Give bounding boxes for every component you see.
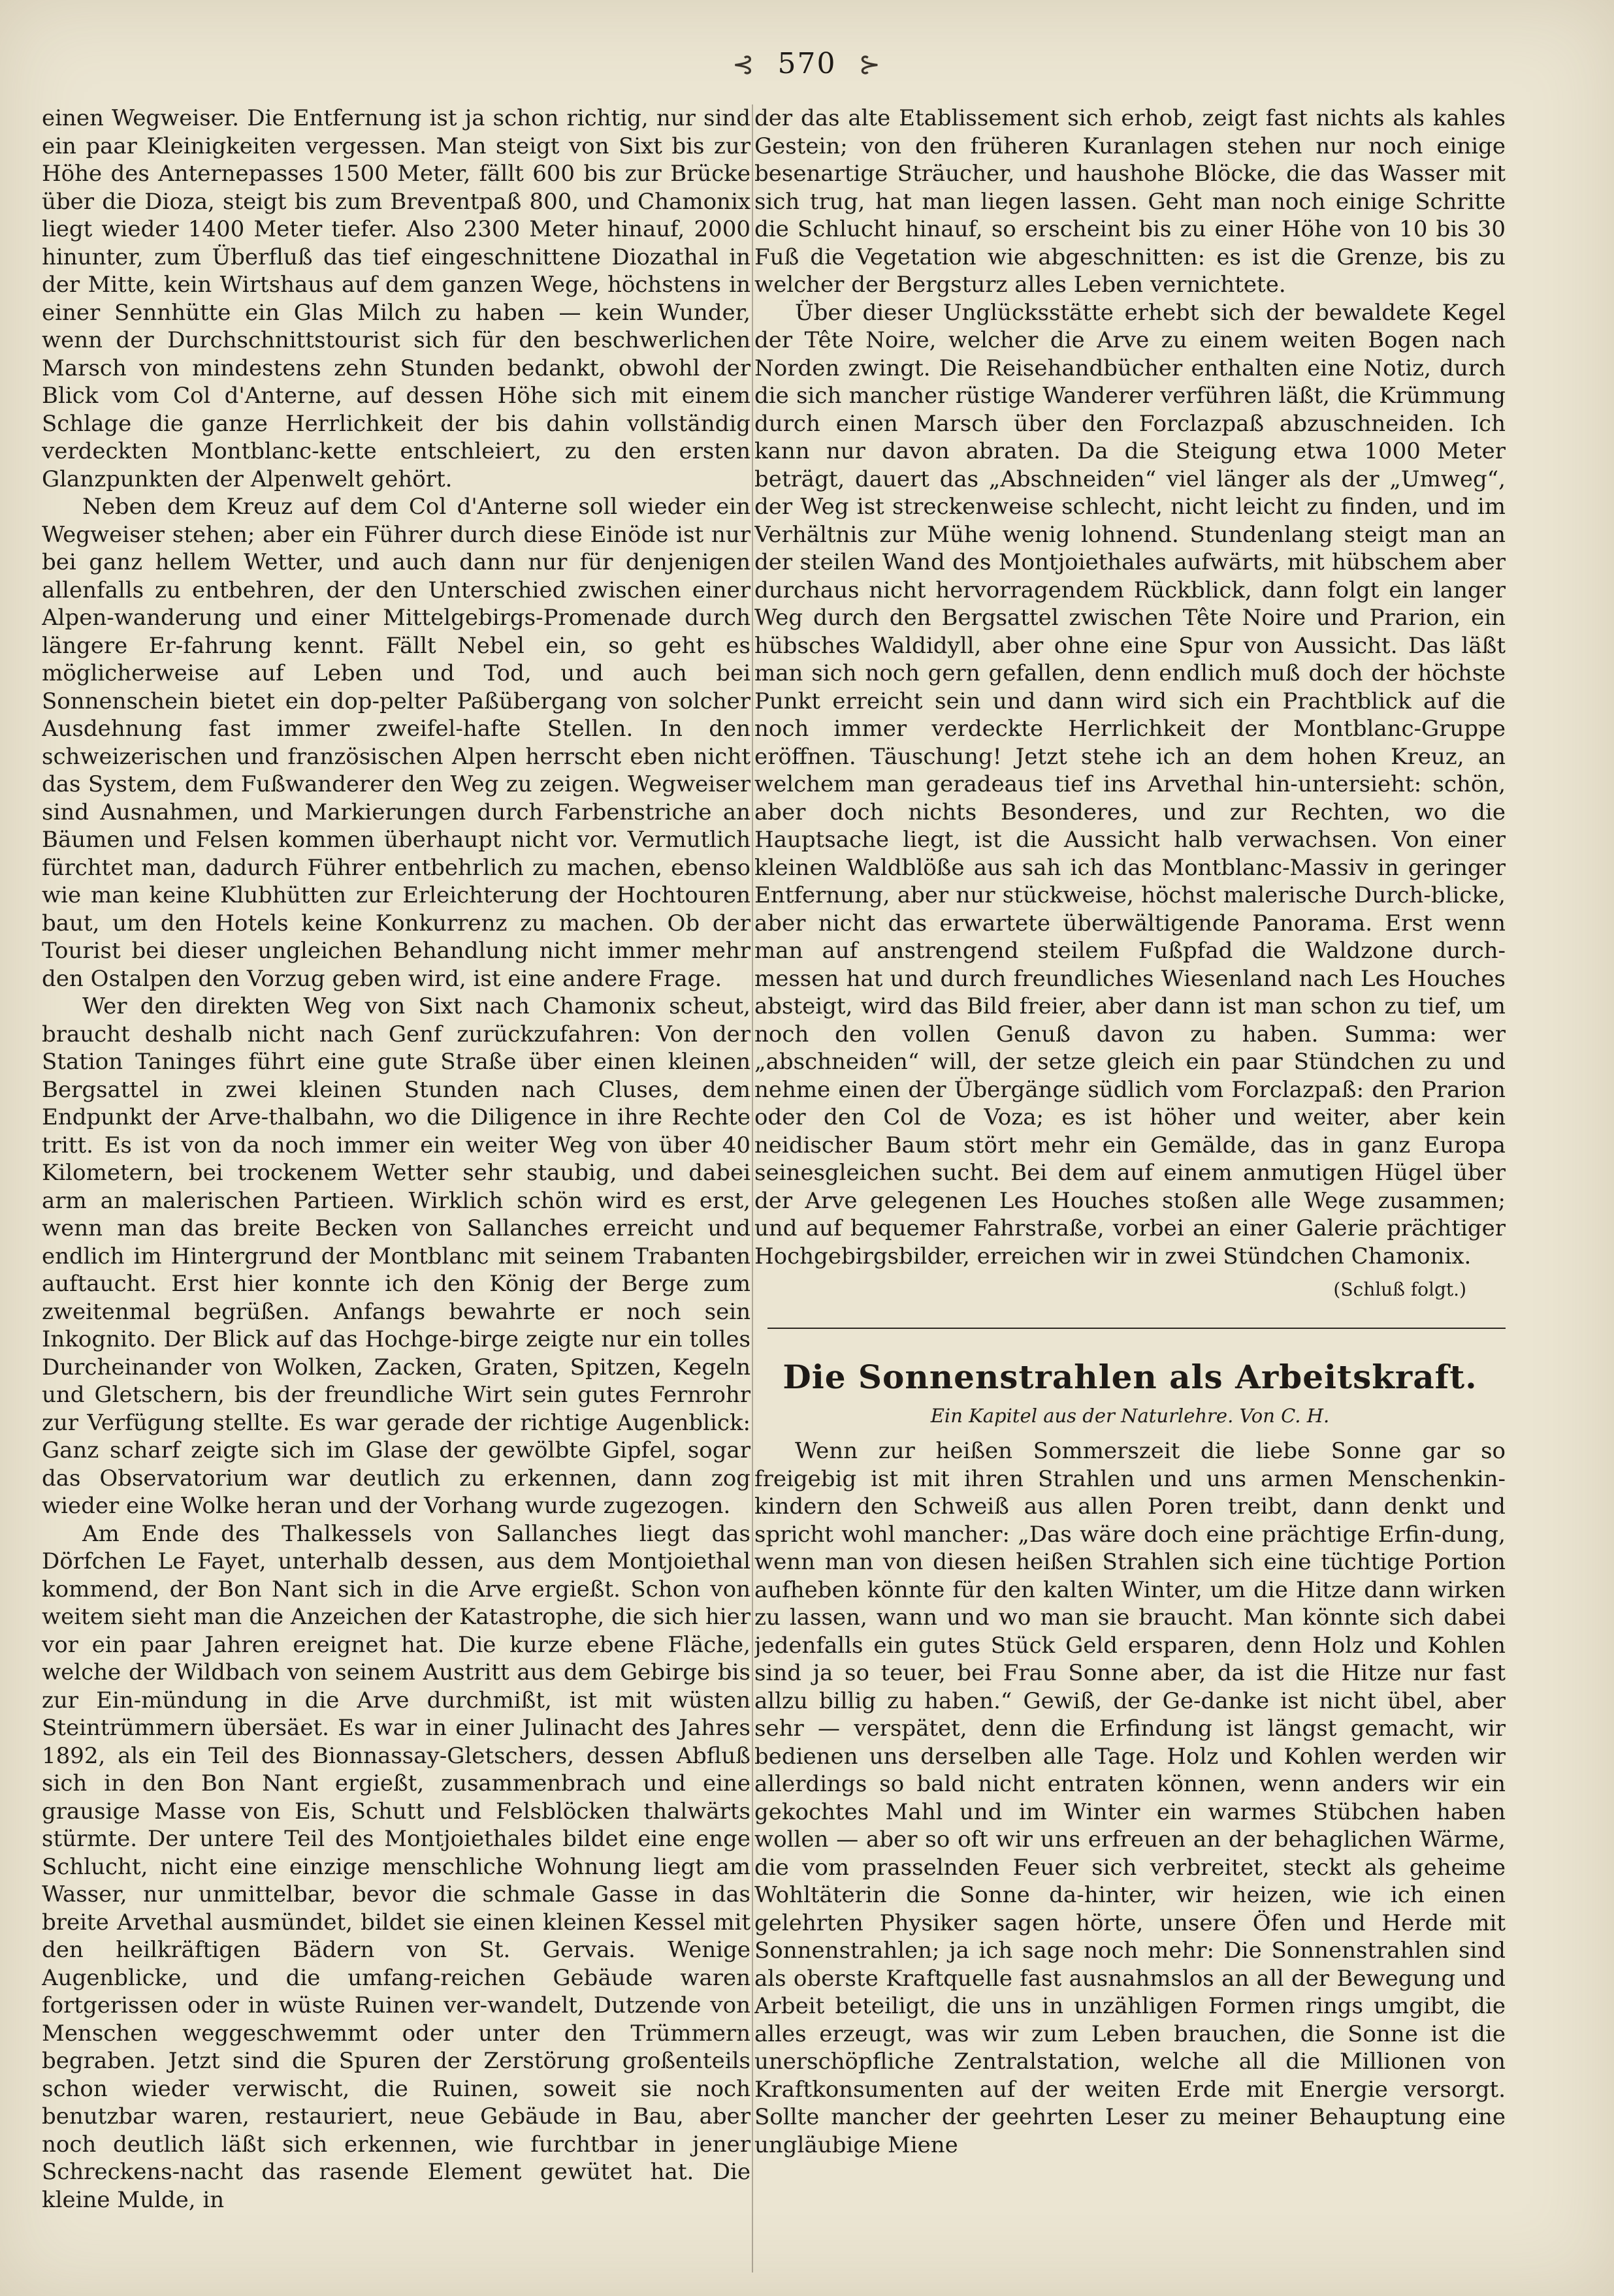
article-subtitle: Ein Kapitel aus der Naturlehre. Von C. H. [930, 1405, 1330, 1427]
paragraph: Am Ende des Thalkessels von Sallanches liegt das Dörfchen Le Fayet, unterhalb dessen, aus dem Montjoiethal kommend, der Bon Nant sich in die Arve ergießt. Schon von weitem sieht man die Anzeichen der Katastrophe, die sich hier vor ein paar Jahren ereignet hat. Die kurze ebene Fläche, welche der Wildbach von seinem Austritt aus dem Gebirge bis zur Ein-mündung in die Arve durchmißt, ist mit wüsten Steintrümmern übersäet. Es war in einer Julinacht des Jahres 1892, als ein Teil des Bionnassay-Gletschers, dessen Abfluß sich in den Bon Nant ergießt, zusammenbrach und eine grausige Masse von Eis, Schutt und Felsblöcken thalwärts stürmte. Der untere Teil des Montjoiethales bildet eine enge Schlucht, nicht eine einzige menschliche Wohnung liegt am Wasser, nur unmittelbar, bevor die schmale Gasse in das breite Arvethal ausmündet, bildet sie einen kleinen Kessel mit den heilkräftigen Bädern von St. Gervais. Wenige Augenblicke, und die umfang-reichen Gebäude waren fortgerissen oder in wüste Ruinen ver-wandelt, Dutzende von Menschen weggeschwemmt oder unter den Trümmern begraben. Jetzt sind die Spuren der Zerstörung großenteils schon wieder verwischt, die Ruinen, soweit sie noch benutzbar waren, restauriert, neue Gebäude in Bau, aber noch deutlich läßt sich erkennen, wie furchtbar in jener Schreckens-nacht das rasende Element gewütet hat. Die kleine Mulde, in [42, 1520, 751, 2213]
page-number: 570 [777, 47, 837, 80]
column-divider [752, 104, 753, 2272]
left-column [42, 104, 751, 2286]
page-header [0, 47, 1614, 80]
paragraph: Wer den direkten Weg von Sixt nach Chamonix scheut, braucht deshalb nicht nach Genf zurückzufahren: Von der Station Taninges führt eine gute Straße über einen kleinen Bergsattel in zwei kleinen Stunden nach Cluses, dem Endpunkt der Arve-thalbahn, wo die Diligence in ihre Rechte tritt. Es ist von da noch immer ein weiter Weg von über 40 Kilometern, bei trockenem Wetter sehr staubig, und dabei arm an malerischen Partieen. Wirklich schön wird es erst, wenn man das breite Becken von Sallanches erreicht und endlich im Hintergrund der Montblanc mit seinem Trabanten auftaucht. Erst hier konnte ich den König der Berge zum zweitenmal begrüßen. Anfangs bewahrte er noch sein Inkognito. Der Blick auf das Hochge-birge zeigte nur ein tolles Durcheinander von Wolken, Zacken, Graten, Spitzen, Kegeln und Gletschern, bis der freundliche Wirt sein gutes Fernrohr zur Verfügung stellte. Es war gerade der richtige Augenblick: Ganz scharf zeigte sich im Glase der gewölbte Gipfel, sogar das Observatorium war deutlich zu erkennen, dann zog wieder eine Wolke heran und der Vorhang wurde zugezogen. [42, 993, 751, 1519]
paragraph: Über dieser Unglücksstätte erhebt sich der bewaldete Kegel der Tête Noire, welcher die Arve zu einem weiten Bogen nach Norden zwingt. Die Reisehandbücher enthalten eine Notiz, durch die sich mancher rüstige Wanderer verführen läßt, die Krümmung durch einen Marsch über den Forclazpaß abzuschneiden. Ich kann nur davon abraten. Da die Steigung etwa 1000 Meter beträgt, dauert das „Abschneiden“ viel länger als der „Umweg“, der Weg ist streckenweise schlecht, nicht leicht zu finden, und im Verhältnis zur Mühe wenig lohnend. Stundenlang steigt man an der steilen Wand des Montjoiethales aufwärts, mit hübschem aber durchaus nicht hervorragendem Rückblick, dann folgt ein langer Weg durch den Bergsattel zwischen Tête Noire und Prarion, ein hübsches Waldidyll, aber ohne eine Spur von Aussicht. Das läßt man sich noch gern gefallen, denn endlich muß doch der höchste Punkt erreicht sein und dann wird sich ein Prachtblick auf die noch immer verdeckte Herrlichkeit der Montblanc-Gruppe eröffnen. Täuschung! Jetzt stehe ich an dem hohen Kreuz, an welchem man geradeaus tief ins Arvethal hin-untersieht: schön, aber doch nichts Besonderes, und zur Rechten, wo die Hauptsache liegt, ist die Aussicht halb verwachsen. Von einer kleinen Waldblöße aus sah ich das Montblanc-Massiv in geringer Entfernung, aber nur stückweise, höchst malerische Durch-blicke, aber nicht das erwartete überwältigende Panorama. Erst wenn man auf anstrengend steilem Fußpfad die Waldzone durch-messen hat und durch freundliches Wiesenland nach Les Houches absteigt, wird das Bild freier, aber dann ist man schon zu tief, um noch den vollen Genuß davon zu haben. Summa: wer „abschneiden“ will, der setze gleich ein paar Stündchen zu und nehme einen der Übergänge südlich vom Forclazpaß: den Prarion oder den Col de Voza; es ist höher und weiter, aber kein neidischer Baum stört mehr ein Gemälde, das in ganz Europa seinesgleichen sucht. Bei dem auf einem anmutigen Hügel über der Arve gelegenen Les Houches stoßen alle Wege zusammen; und auf bequemer Fahrstraße, vorbei an einer Galerie prächtiger Hochgebirgsbilder, erreichen wir in zwei Stündchen Chamonix. [754, 299, 1506, 1269]
ornament-left: ⊰ [732, 50, 756, 80]
paragraph: der das alte Etablissement sich erhob, zeigt fast nichts als kahles Gestein; von den früheren Kuranlagen stehen nur noch einige besenartige Sträucher, und haushohe Blöcke, die das Wasser mit sich trug, hat man liegen lassen. Geht man noch einige Schritte die Schlucht hinauf, so erscheint bis zu einer Höhe von 10 bis 30 Fuß die Vegetation wie abgeschnitten: es ist die Grenze, bis zu welcher der Bergsturz alles Leben vernichtete. [754, 105, 1506, 298]
article-title: Die Sonnenstrahlen als Arbeitskraft. [783, 1358, 1477, 1396]
article-separator [767, 1328, 1506, 1329]
continued-note: (Schluß folgt.) [1333, 1279, 1466, 1300]
paragraph: einen Wegweiser. Die Entfernung ist ja schon richtig, nur sind ein paar Kleinigkeiten vergessen. Man steigt von Sixt bis zur Höhe des Anternepasses 1500 Meter, fällt 600 bis zur Brücke über die Dioza, steigt bis zum Breventpaß 800, und Chamonix liegt wieder 1400 Meter tiefer. Also 2300 Meter hinauf, 2000 hinunter, zum Überfluß das tief eingeschnittene Diozathal in der Mitte, kein Wirtshaus auf dem ganzen Wege, höchstens in einer Sennhütte ein Glas Milch zu haben — kein Wunder, wenn der Durchschnittstourist sich für den beschwerlichen Marsch von mindestens zehn Stunden bedankt, obwohl der Blick vom Col d'Anterne, auf dessen Höhe sich mit einem Schlage die ganze Herrlichkeit der bis dahin vollständig verdeckten Montblanc-kette entschleiert, zu den ersten Glanzpunkten der Alpenwelt gehört. [42, 105, 751, 492]
right-column [754, 104, 1506, 2286]
paragraph: Wenn zur heißen Sommerszeit die liebe Sonne gar so freigebig ist mit ihren Strahlen und uns armen Menschenkin-kindern den Schweiß aus allen Poren treibt, dann denkt und spricht wohl mancher: „Das wäre doch eine prächtige Erfin-dung, wenn man von diesen heißen Strahlen sich eine tüchtige Portion aufheben könnte für den kalten Winter, um die Hitze dann wirken zu lassen, wann und wo man sie braucht. Man könnte sich dabei jedenfalls ein gutes Stück Geld ersparen, denn Holz und Kohlen sind ja so teuer, bei Frau Sonne aber, da ist die Hitze nur fast allzu billig zu haben.“ Gewiß, der Ge-danke ist nicht übel, aber sehr — verspätet, denn die Erfindung ist längst gemacht, wir bedienen uns derselben alle Tage. Holz und Kohlen werden wir allerdings so bald nicht entraten können, wenn anders wir ein gekochtes Mahl und im Winter ein warmes Stübchen haben wollen — aber so oft wir uns erfreuen an der behaglichen Wärme, die vom prasselnden Feuer sich verbreitet, steckt als geheime Wohltäterin die Sonne da-hinter, wir heizen, wie ich einen gelehrten Physiker sagen hörte, unsere Öfen und Herde mit Sonnenstrahlen; ja ich sage noch mehr: Die Sonnenstrahlen sind als oberste Kraftquelle fast ausnahmslos an all der Bewegung und Arbeit beteiligt, die uns in unzähligen Formen rings umgibt, die alles erzeugt, was wir zum Leben brauchen, die Sonne ist die unerschöpfliche Zentralstation, welche all die Millionen von Kraftkonsumenten auf der weiten Erde mit Energie versorgt. Sollte mancher der geehrten Leser zu meiner Behauptung eine ungläubige Miene [754, 1438, 1506, 2158]
paragraph: Neben dem Kreuz auf dem Col d'Anterne soll wieder ein Wegweiser stehen; aber ein Führer durch diese Einöde ist nur bei ganz hellem Wetter, und auch dann nur für denjenigen allenfalls zu entbehren, der den Unterschied zwischen einer Alpen-wanderung und einer Mittelgebirgs-Promenade durch längere Er-fahrung kennt. Fällt Nebel ein, so geht es möglicherweise auf Leben und Tod, und auch bei Sonnenschein bietet ein dop-pelter Paßübergang von solcher Ausdehnung fast immer zweifel-hafte Stellen. In den schweizerischen und französischen Alpen herrscht eben nicht das System, dem Fußwanderer den Weg zu zeigen. Wegweiser sind Ausnahmen, und Markierungen durch Farbenstriche an Bäumen und Felsen kommen überhaupt nicht vor. Vermutlich fürchtet man, dadurch Führer entbehrlich zu machen, ebenso wie man keine Klubhütten zur Erleichterung der Hochtouren baut, um den Hotels keine Konkurrenz zu machen. Ob der Tourist bei dieser ungleichen Behandlung nicht immer mehr den Ostalpen den Vorzug geben wird, ist eine andere Frage. [42, 494, 751, 992]
ornament-right: ⊱ [858, 50, 882, 80]
